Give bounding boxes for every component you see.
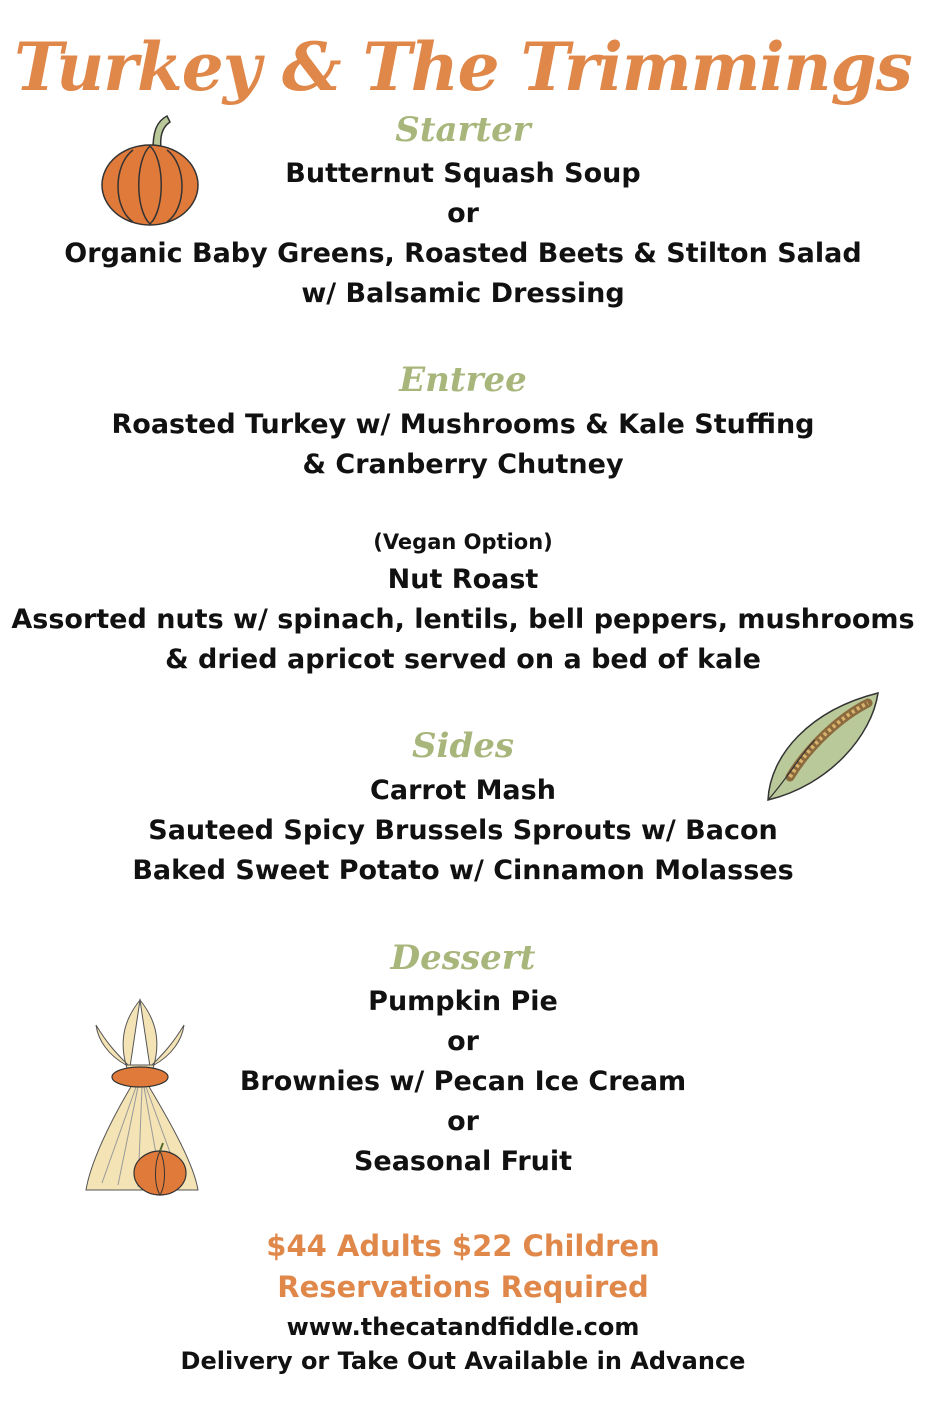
dessert-item: or [447, 1026, 479, 1057]
dessert-item: or [447, 1106, 479, 1137]
starter-item: w/ Balsamic Dressing [301, 278, 625, 309]
sides-item: Carrot Mash [370, 775, 556, 806]
dessert-heading: Dessert [390, 938, 536, 978]
vegan-item: Nut Roast [387, 564, 539, 595]
price-line: $44 Adults $22 Children [266, 1229, 660, 1263]
wheat-sheaf-icon [78, 995, 208, 1200]
sides-item: Sauteed Spicy Brussels Sprouts w/ Bacon [148, 815, 778, 846]
reservations-line: Reservations Required [277, 1270, 649, 1304]
vegan-item: Assorted nuts w/ spinach, lentils, bell peppers, mushrooms [11, 604, 915, 635]
vegan-option-note: (Vegan Option) [373, 530, 553, 554]
sides-item: Baked Sweet Potato w/ Cinnamon Molasses [132, 855, 794, 886]
entree-item: & Cranberry Chutney [302, 449, 624, 480]
dessert-item: Pumpkin Pie [368, 986, 558, 1017]
starter-item: Organic Baby Greens, Roasted Beets & Stilton Salad [64, 238, 862, 269]
corn-icon [760, 685, 885, 810]
entree-heading: Entree [399, 360, 527, 400]
dessert-item: Seasonal Fruit [353, 1146, 573, 1177]
pumpkin-icon [95, 110, 205, 230]
delivery-line: Delivery or Take Out Available in Advance [180, 1347, 746, 1375]
starter-heading: Starter [395, 110, 531, 150]
entree-item: Roasted Turkey w/ Mushrooms & Kale Stuffing [111, 409, 815, 440]
menu-title: Turkey & The Trimmings [14, 28, 912, 106]
dessert-item: Brownies w/ Pecan Ice Cream [239, 1066, 687, 1097]
starter-item: Butternut Squash Soup [285, 158, 641, 189]
starter-item: or [447, 198, 479, 229]
vegan-item: & dried apricot served on a bed of kale [165, 644, 761, 675]
website-line: www.thecatandfiddle.com [286, 1313, 640, 1341]
sides-heading: Sides [411, 726, 515, 766]
